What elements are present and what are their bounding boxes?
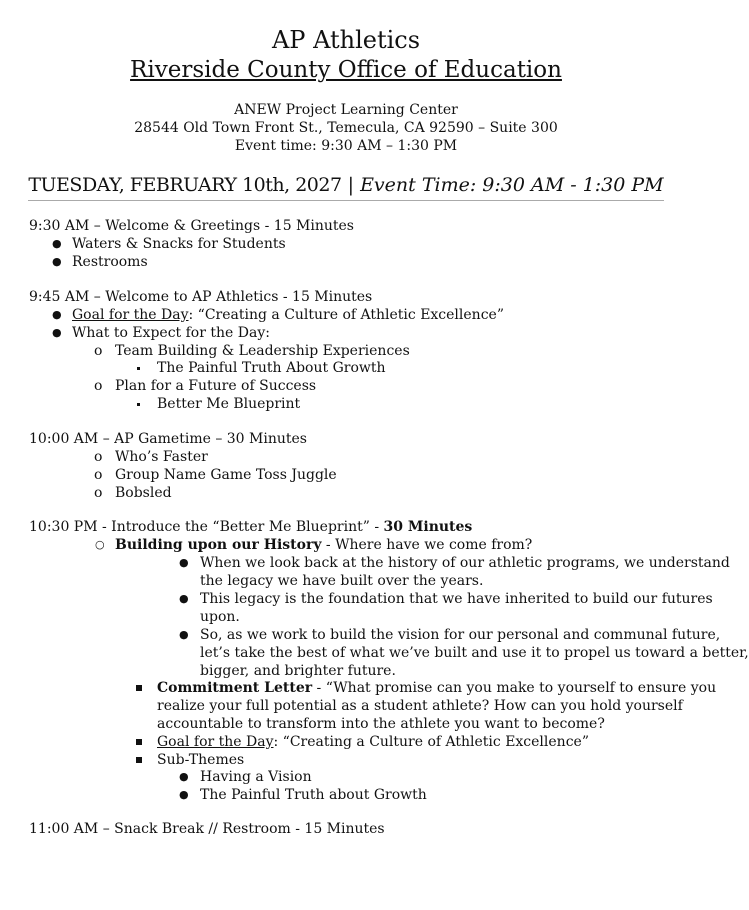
o-bullet-icon: o <box>94 467 103 483</box>
small-square-bullet-icon <box>137 403 140 406</box>
list-item: Group Name Game Toss Juggle <box>115 467 337 483</box>
goal-item <box>157 733 589 751</box>
o-bullet-icon: o <box>94 378 103 394</box>
history-text: - Where have we come from? <box>321 537 533 553</box>
square-bullet-icon <box>136 685 142 691</box>
bullet-icon: ● <box>179 556 189 569</box>
commitment-text: - “What promise can you make to yourself to ensure you <box>312 680 717 696</box>
history-label: Building upon our History <box>115 537 322 553</box>
square-bullet-icon <box>136 739 142 745</box>
goal-item <box>72 306 504 324</box>
paragraph-line: This legacy is the foundation that we have inherited to build our futures <box>200 591 713 607</box>
square-bullet-icon <box>136 757 142 763</box>
sub-item: Team Building & Leadership Experiences <box>115 343 410 359</box>
section-intro-heading <box>29 288 372 306</box>
list-item: Bobsled <box>115 485 172 501</box>
list-item: What to Expect for the Day: <box>72 325 270 341</box>
list-item: The Painful Truth about Growth <box>200 787 427 803</box>
section-title: Snack Break // Restroom - 15 Minutes <box>114 821 385 837</box>
paragraph-line: upon. <box>200 609 240 625</box>
goal-label: Goal for the Day <box>157 734 274 750</box>
circle-bullet-icon: ○ <box>95 538 105 551</box>
section-title: Welcome to AP Athletics - 15 Minutes <box>105 289 373 305</box>
paragraph-line: let’s take the best of what we’ve built and use it to propel us toward a better, <box>200 645 749 661</box>
bullet-icon: ● <box>179 628 189 641</box>
bullet-icon: ● <box>179 788 189 801</box>
list-item: Sub-Themes <box>157 752 245 768</box>
section-gametime-heading: 10:00 AM – AP Gametime – 30 Minutes <box>29 431 307 447</box>
sub-sub-item: Better Me Blueprint <box>157 396 301 412</box>
venue-name: ANEW Project Learning Center <box>234 102 458 118</box>
bullet-icon: ● <box>52 237 62 250</box>
sub-sub-item: The Painful Truth About Growth <box>157 360 386 376</box>
bullet-icon: ● <box>52 308 62 321</box>
small-square-bullet-icon <box>137 367 140 370</box>
o-bullet-icon: o <box>94 343 103 359</box>
event-date: TUESDAY, FEBRUARY 10th, 2027 <box>28 174 342 196</box>
paragraph-line: realize your full potential as a student athlete? How can you hold yourself <box>157 698 683 714</box>
date-separator: | <box>347 174 355 196</box>
organization-name: Riverside County Office of Education <box>130 57 562 83</box>
bullet-icon: ● <box>52 255 62 268</box>
paragraph-line: So, as we work to build the vision for our personal and communal future, <box>200 627 721 643</box>
section-title: 10:30 PM - Introduce the “Better Me Blueprint” - <box>29 519 384 535</box>
history-item <box>115 536 532 554</box>
paragraph-line: bigger, and brighter future. <box>200 663 396 679</box>
section-snack-heading <box>29 820 385 838</box>
list-item: Restrooms <box>72 254 148 270</box>
goal-text: : “Creating a Culture of Athletic Excellence” <box>188 307 504 323</box>
goal-text: : “Creating a Culture of Athletic Excellence” <box>273 734 589 750</box>
paragraph-line: When we look back at the history of our athletic programs, we understand <box>200 555 730 571</box>
event-time-line: Event time: 9:30 AM – 1:30 PM <box>234 138 458 154</box>
section-time: 9:30 AM – <box>29 218 106 234</box>
bullet-icon: ● <box>179 770 189 783</box>
list-item: Having a Vision <box>200 769 312 785</box>
list-item: Who’s Faster <box>115 449 208 465</box>
o-bullet-icon: o <box>94 485 103 501</box>
paragraph-line: the legacy we have built over the years. <box>200 573 484 589</box>
section-time: 11:00 AM – <box>29 821 115 837</box>
bullet-icon: ● <box>179 592 189 605</box>
goal-label: Goal for the Day <box>72 307 189 323</box>
bullet-icon: ● <box>52 326 62 339</box>
commitment-line <box>157 679 716 697</box>
section-time: 9:45 AM – <box>29 289 106 305</box>
document-title: AP Athletics <box>271 26 421 54</box>
section-title: Welcome & Greetings - 15 Minutes <box>105 218 354 234</box>
list-item: Waters & Snacks for Students <box>72 236 286 252</box>
event-time-italic: Event Time: 9:30 AM - 1:30 PM <box>360 174 664 196</box>
paragraph-line: accountable to transform into the athlete you want to become? <box>157 716 605 732</box>
commitment-label: Commitment Letter <box>157 680 313 696</box>
event-date-line <box>0 172 692 198</box>
o-bullet-icon: o <box>94 449 103 465</box>
section-blueprint-heading <box>29 518 472 536</box>
section-duration: 30 Minutes <box>383 519 473 535</box>
venue-address: 28544 Old Town Front St., Temecula, CA 92590 – Suite 300 <box>134 120 558 136</box>
sub-item: Plan for a Future of Success <box>115 378 317 394</box>
divider <box>28 200 664 201</box>
section-welcome-heading <box>29 217 354 235</box>
